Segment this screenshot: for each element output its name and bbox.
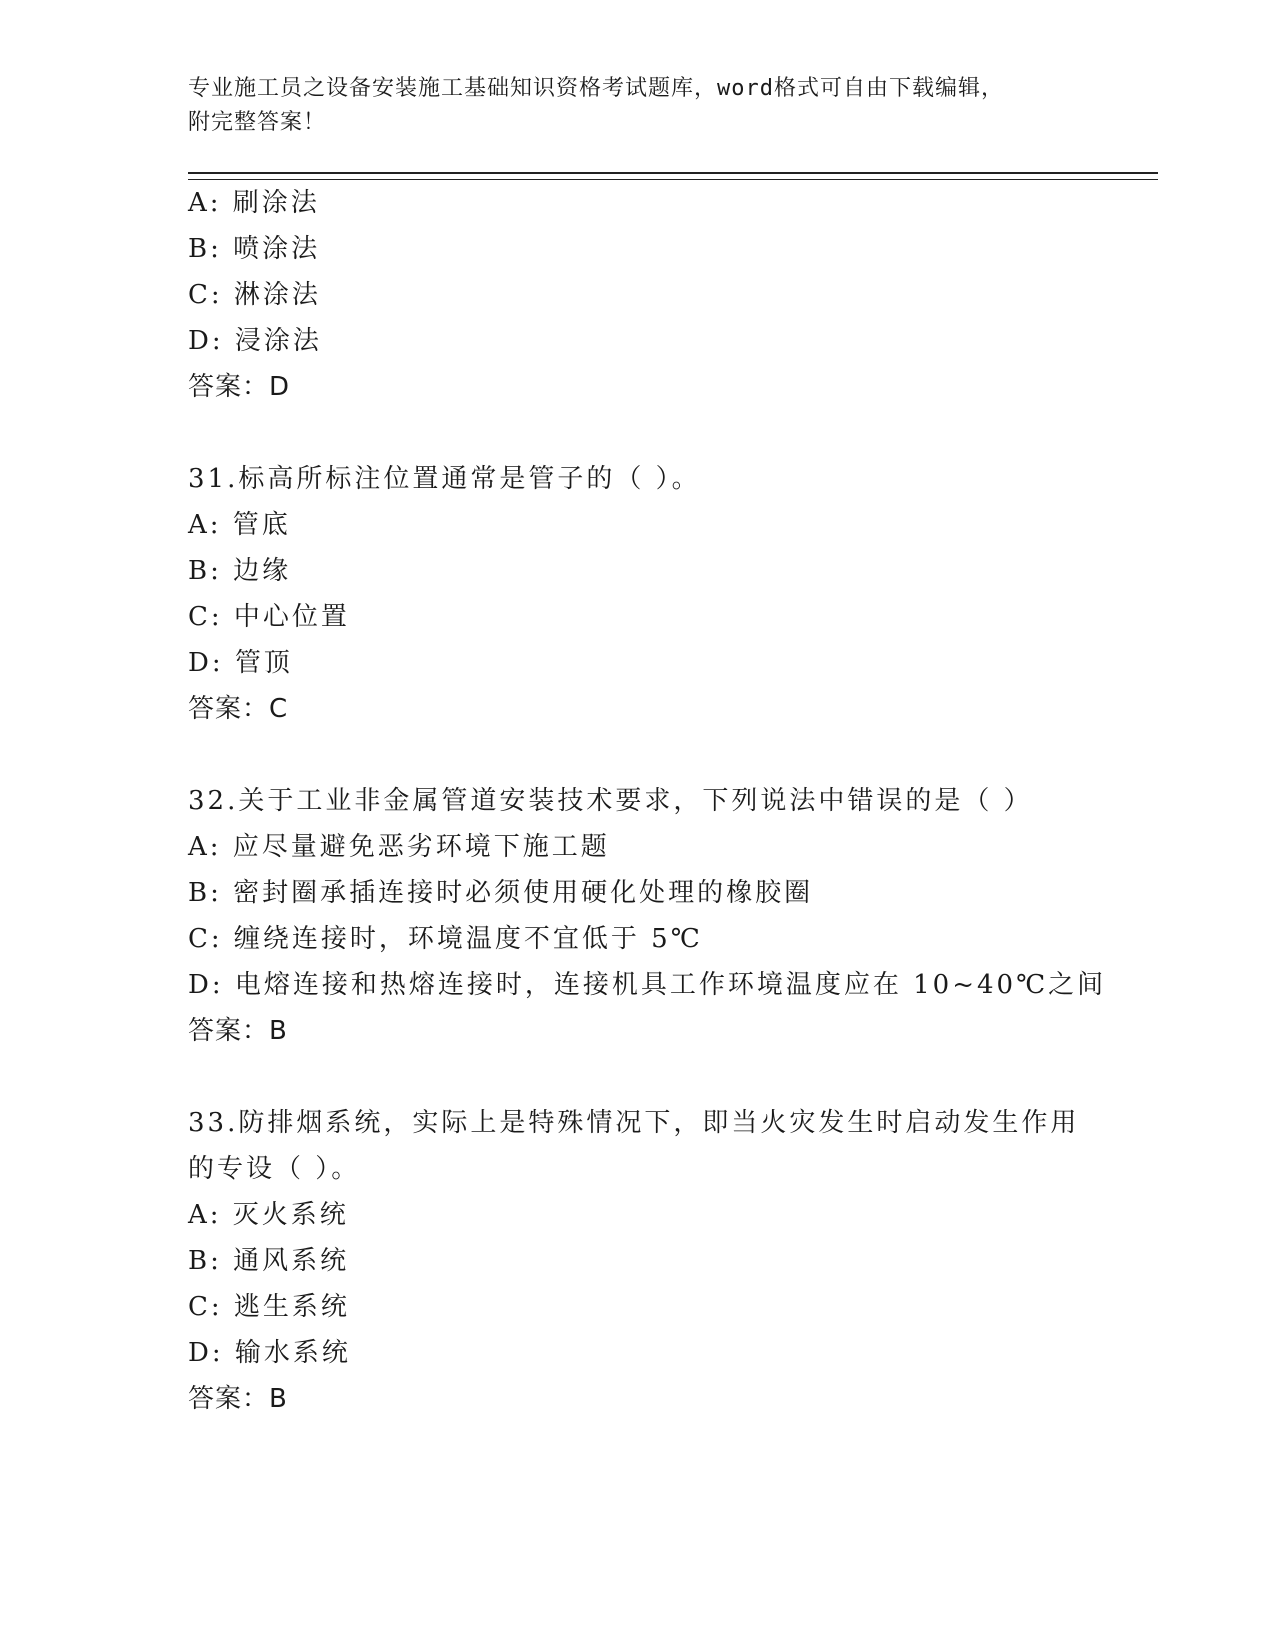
option-c: C: 中心位置	[188, 602, 350, 632]
option-a: A: 灭火系统	[188, 1200, 349, 1230]
option-b: B: 喷涂法	[188, 234, 321, 264]
answer-line: 答案：D	[188, 372, 291, 402]
question-text: 32.关于工业非金属管道安装技术要求，下列说法中错误的是（ ）	[188, 786, 1033, 816]
option-c: C: 淋涂法	[188, 280, 321, 310]
option-a: A: 刷涂法	[188, 188, 320, 218]
option-d: D: 电熔连接和热熔连接时，连接机具工作环境温度应在 10~40℃之间	[188, 970, 1107, 1000]
question-block-32	[188, 778, 1158, 1054]
question-text: 31.标高所标注位置通常是管子的（ ）。	[188, 464, 701, 494]
answer-line: 答案：B	[188, 1384, 288, 1414]
option-b: B: 密封圈承插连接时必须使用硬化处理的橡胶圈	[188, 878, 814, 908]
option-a: A: 应尽量避免恶劣环境下施工题	[188, 832, 610, 862]
question-block-33	[188, 1100, 1158, 1422]
document-header: 专业施工员之设备安装施工基础知识资格考试题库，word格式可自由下载编辑， 附完整答案！	[188, 76, 1004, 135]
question-text: 33.防排烟系统，实际上是特殊情况下，即当火灾发生时启动发生作用 的专设（ ）。	[188, 1108, 1080, 1184]
option-c: C: 逃生系统	[188, 1292, 350, 1322]
option-d: D: 管顶	[188, 648, 293, 678]
answer-line: 答案：C	[188, 694, 289, 724]
answer-line: 答案：B	[188, 1016, 288, 1046]
option-d: D: 浸涂法	[188, 326, 322, 356]
option-c: C: 缠绕连接时，环境温度不宜低于 5℃	[188, 924, 703, 954]
option-b: B: 边缘	[188, 556, 292, 586]
header-divider	[188, 172, 1158, 180]
option-a: A: 管底	[188, 510, 291, 540]
option-d: D: 输水系统	[188, 1338, 351, 1368]
document-page	[188, 72, 1158, 1422]
option-b: B: 通风系统	[188, 1246, 350, 1276]
question-block-31	[188, 456, 1158, 732]
question-block-30	[188, 180, 1158, 410]
